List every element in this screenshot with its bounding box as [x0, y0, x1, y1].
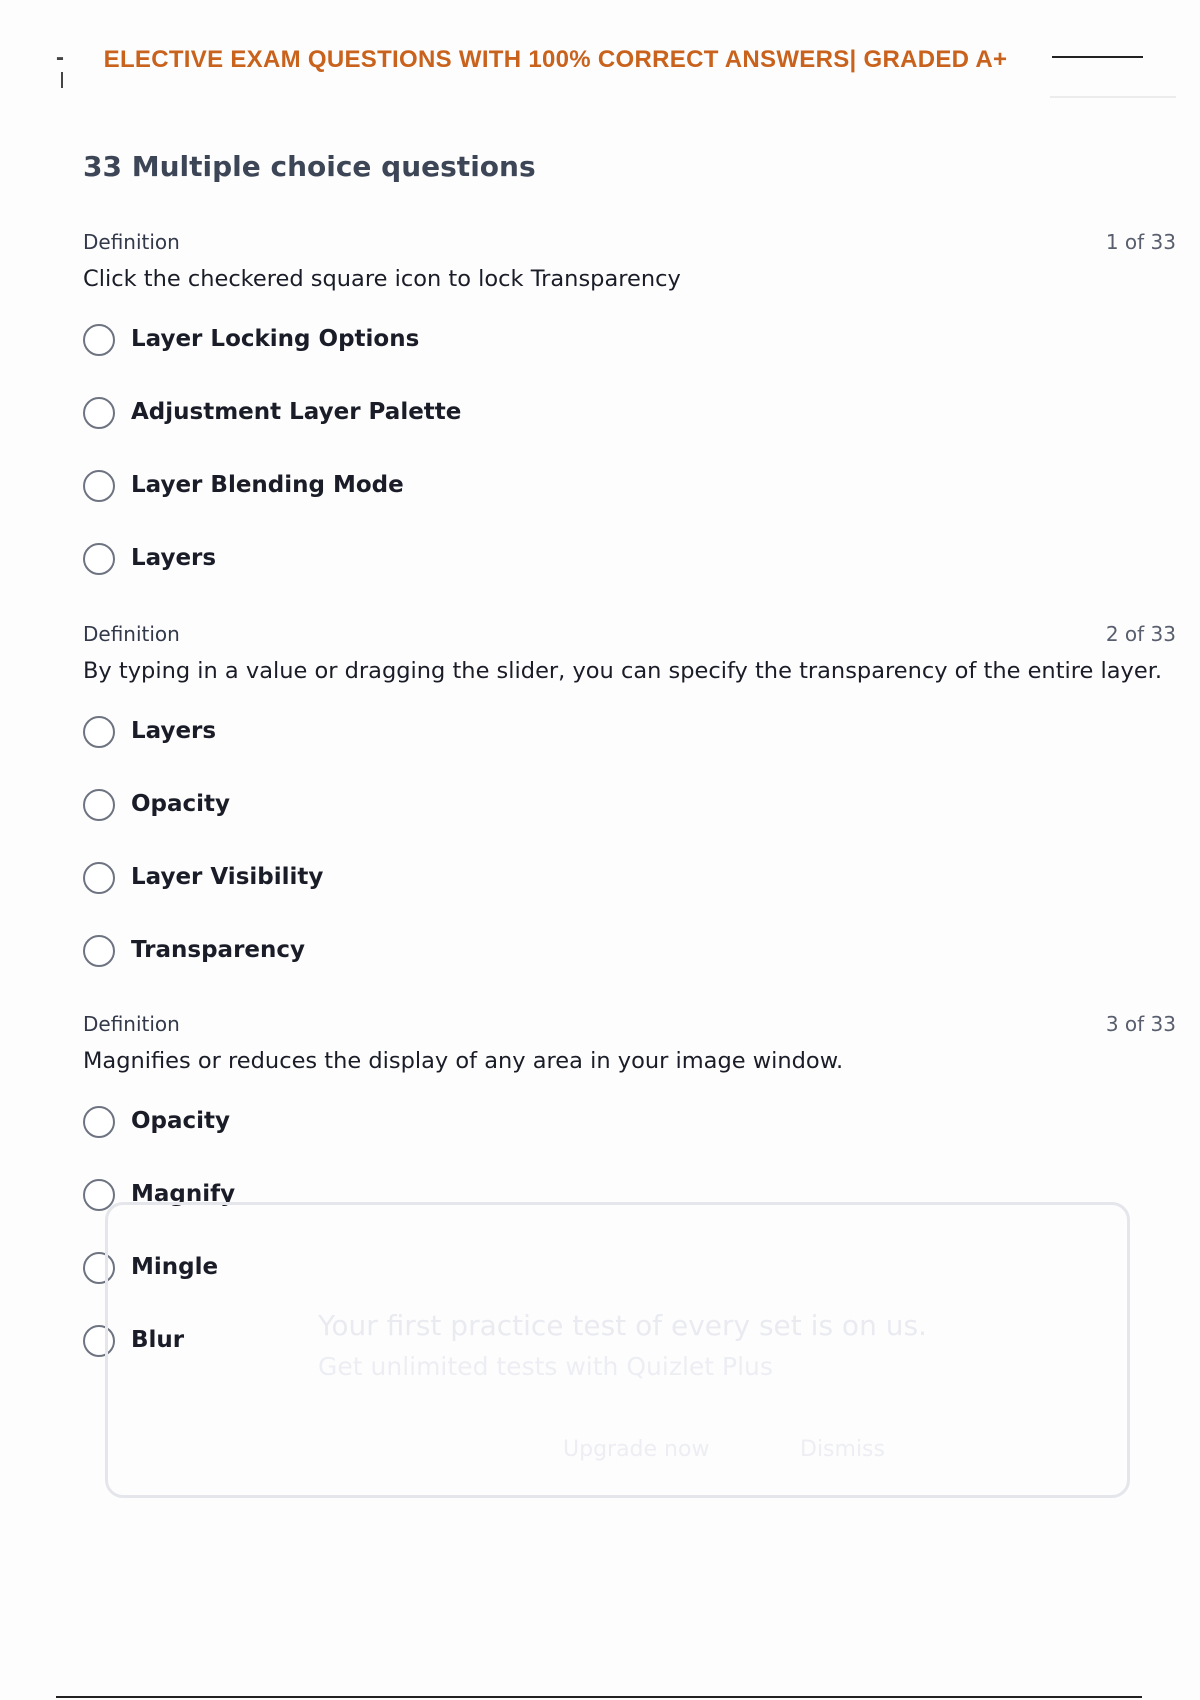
answer-option-label: Magnify: [131, 1181, 236, 1207]
question-counter: 1 of 33: [1105, 230, 1176, 254]
radio-button[interactable]: [83, 862, 115, 894]
answer-option-label: Layer Locking Options: [131, 326, 420, 352]
answer-option-label: Opacity: [131, 1108, 231, 1134]
radio-button[interactable]: [83, 324, 115, 356]
answer-option-label: Layers: [131, 718, 217, 744]
answer-option-label: Mingle: [131, 1254, 219, 1280]
question-card: [83, 622, 1176, 963]
answer-option-label: Layer Blending Mode: [131, 472, 404, 498]
upsell-headline: Your first practice test of every set is on us.: [318, 1309, 927, 1342]
question-counter: 2 of 33: [1105, 622, 1176, 646]
radio-button[interactable]: [83, 716, 115, 748]
question-type-label: Definition: [83, 1012, 180, 1036]
upsell-subtext: Get unlimited tests with Quizlet Plus: [318, 1352, 773, 1381]
radio-button[interactable]: [83, 1106, 115, 1138]
upsell-card: [105, 1202, 1130, 1498]
upgrade-now-button[interactable]: Upgrade now: [563, 1437, 710, 1462]
radio-button[interactable]: [83, 470, 115, 502]
answer-option-label: Adjustment Layer Palette: [131, 399, 462, 425]
radio-button[interactable]: [83, 789, 115, 821]
footer-rule: [56, 1696, 1142, 1698]
answer-option-label: Layer Visibility: [131, 864, 324, 890]
question-meta: [83, 1012, 1176, 1038]
radio-button[interactable]: [83, 543, 115, 575]
page-header: [0, 0, 1200, 120]
header-dash: -: [56, 44, 64, 71]
answer-option[interactable]: [83, 322, 603, 362]
section-title: 33 Multiple choice questions: [83, 150, 536, 183]
header-rule-faint: [1050, 96, 1176, 98]
question-counter: 3 of 33: [1105, 1012, 1176, 1036]
answer-option-label: Opacity: [131, 791, 231, 817]
answer-option-label: Transparency: [131, 937, 306, 963]
question-prompt: Magnifies or reduces the display of any area in your image window.: [83, 1048, 844, 1074]
answer-option-label: Blur: [131, 1327, 185, 1353]
dismiss-button[interactable]: Dismiss: [800, 1437, 885, 1462]
question-prompt: Click the checkered square icon to lock Transparency: [83, 266, 681, 292]
document-title: ELECTIVE EXAM QUESTIONS WITH 100% CORRECT ANSWERS| GRADED A+: [103, 46, 1008, 73]
answer-option[interactable]: [83, 468, 603, 508]
answer-option-label: Layers: [131, 545, 217, 571]
answer-option[interactable]: [83, 395, 603, 435]
answer-option[interactable]: [83, 1104, 603, 1144]
answer-option[interactable]: [83, 541, 603, 581]
question-type-label: Definition: [83, 230, 180, 254]
header-divider: [61, 72, 63, 88]
question-meta: [83, 230, 1176, 256]
radio-button[interactable]: [83, 935, 115, 967]
question-prompt: By typing in a value or dragging the slider, you can specify the transparency of the entire layer.: [83, 658, 1163, 684]
answer-option[interactable]: [83, 714, 603, 754]
answer-option[interactable]: [83, 933, 603, 973]
answer-option[interactable]: [83, 787, 603, 827]
radio-button[interactable]: [83, 397, 115, 429]
question-type-label: Definition: [83, 622, 180, 646]
question-meta: [83, 622, 1176, 648]
question-card: [83, 230, 1176, 571]
header-rule: [1052, 56, 1143, 58]
answer-option[interactable]: [83, 860, 603, 900]
